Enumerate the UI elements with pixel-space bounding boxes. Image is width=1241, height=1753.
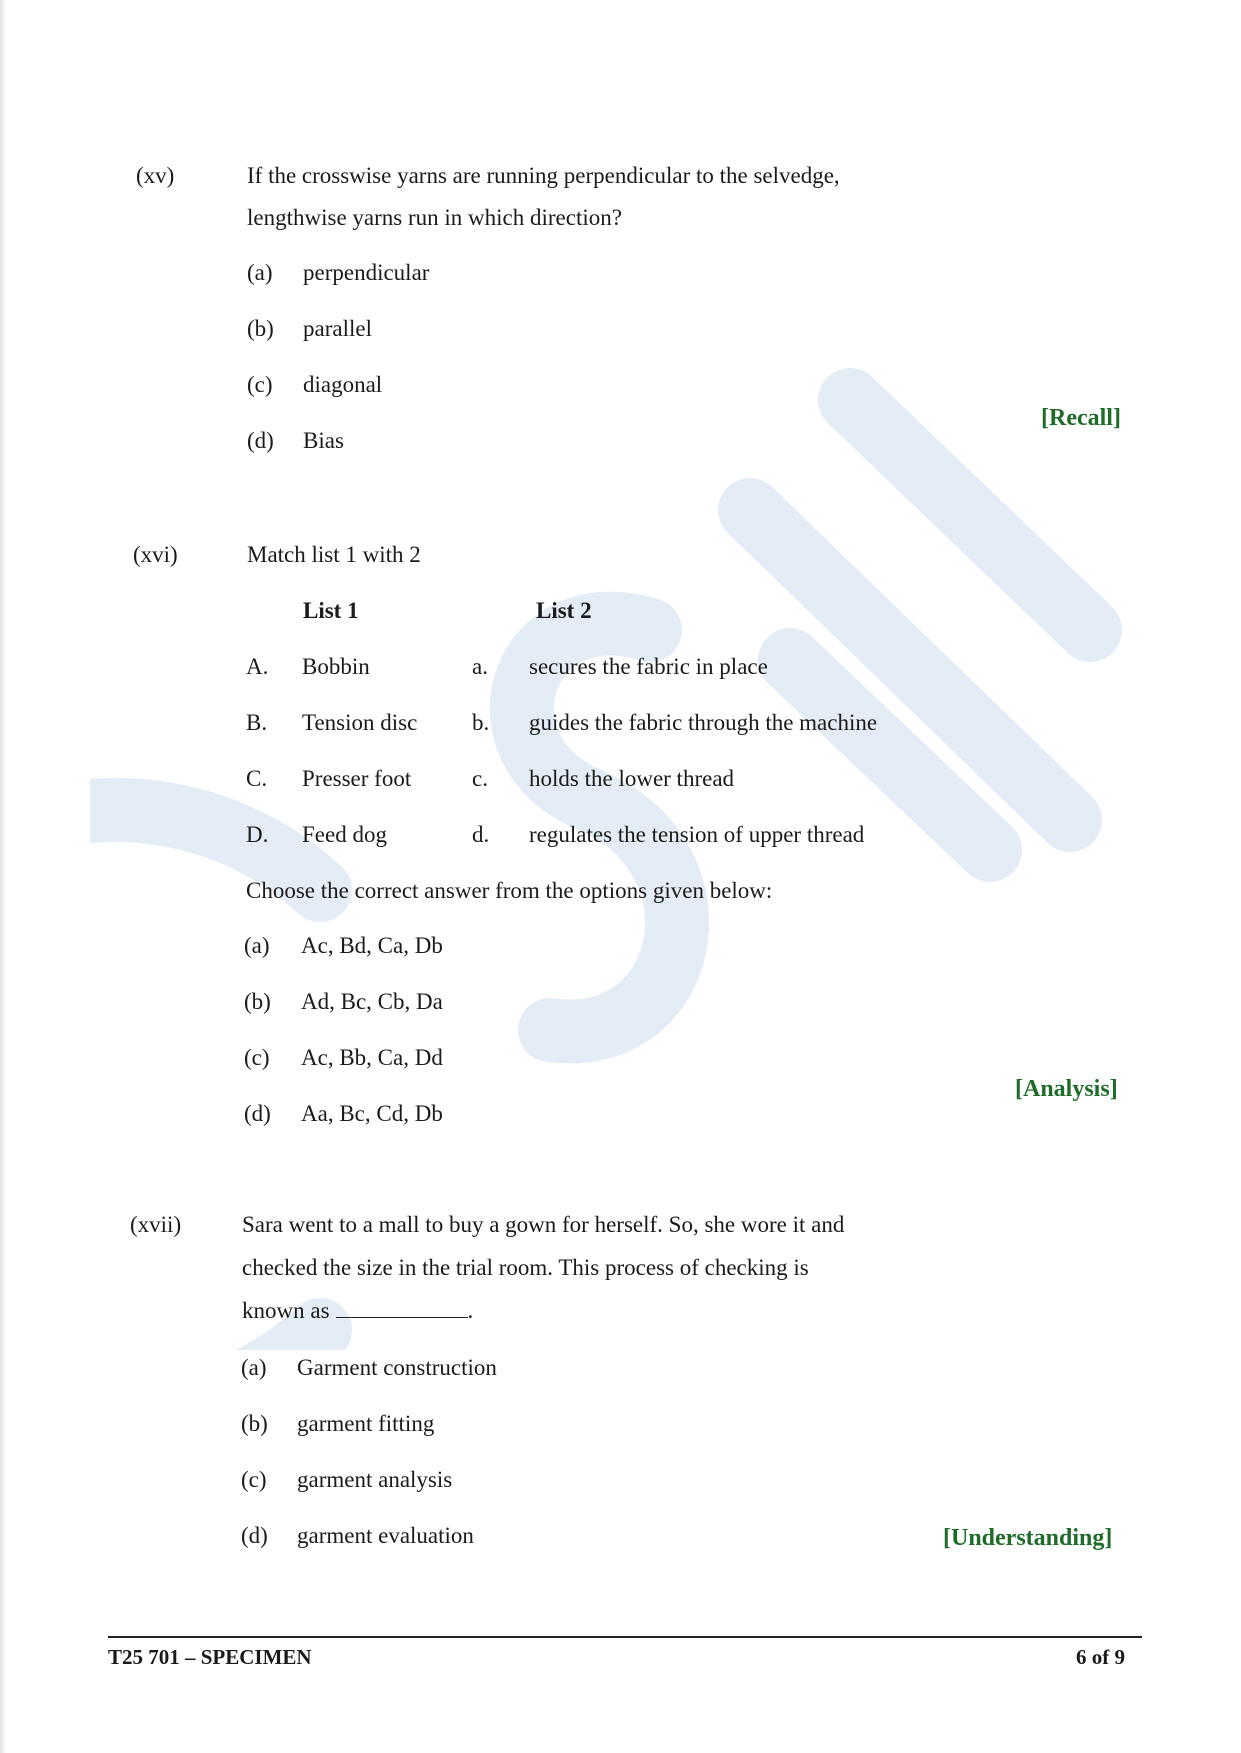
list2-item: regulates the tension of upper thread xyxy=(529,822,865,847)
list2-label: c. xyxy=(472,766,488,791)
option-label: (a) xyxy=(247,260,273,285)
option-label: (c) xyxy=(241,1467,267,1492)
question-text: Sara went to a mall to buy a gown for herself. So, she wore it and xyxy=(242,1212,845,1237)
option-label: (b) xyxy=(241,1411,268,1436)
option-label: (a) xyxy=(244,933,270,958)
option-text: Garment construction xyxy=(297,1355,497,1380)
option-text: Ac, Bd, Ca, Db xyxy=(301,933,443,958)
option-text: garment fitting xyxy=(297,1411,435,1436)
watermark-e xyxy=(750,400,1090,850)
question-text: . xyxy=(467,1298,474,1323)
list2-item: guides the fabric through the machine xyxy=(529,710,878,735)
list2-item: secures the fabric in place xyxy=(529,654,768,679)
option-label: (a) xyxy=(241,1355,267,1380)
question-text: lengthwise yarns run in which direction? xyxy=(247,205,622,230)
question-text: If the crosswise yarns are running perpendicular to the selvedge, xyxy=(247,163,840,188)
option-text: garment evaluation xyxy=(297,1523,474,1548)
list1-label: B. xyxy=(246,710,268,735)
cognitive-tag: [Recall] xyxy=(1041,405,1121,431)
list2-label: d. xyxy=(472,822,490,847)
instruction-text: Choose the correct answer from the options given below: xyxy=(246,878,773,903)
option-label: (c) xyxy=(247,372,273,397)
option-text: Ac, Bb, Ca, Dd xyxy=(301,1045,443,1070)
option-label: (b) xyxy=(247,316,274,341)
list1-item: Feed dog xyxy=(302,822,387,847)
option-label: (d) xyxy=(244,1101,271,1126)
option-text: diagonal xyxy=(303,372,383,397)
list2-label: a. xyxy=(472,654,488,679)
option-text: perpendicular xyxy=(303,260,430,285)
question-number: (xvii) xyxy=(130,1212,182,1237)
question-text: known as xyxy=(242,1298,330,1323)
question-number: (xvi) xyxy=(133,542,178,567)
cognitive-tag: [Understanding] xyxy=(943,1525,1113,1551)
question-text-line3 xyxy=(242,1297,473,1325)
list2-header: List 2 xyxy=(536,598,592,623)
list1-label: D. xyxy=(246,822,269,847)
option-label: (d) xyxy=(247,428,274,453)
question-text: Match list 1 with 2 xyxy=(247,542,421,567)
option-label: (b) xyxy=(244,989,271,1014)
option-text: parallel xyxy=(303,316,372,341)
list1-header: List 1 xyxy=(303,598,359,623)
list1-item: Presser foot xyxy=(302,766,412,791)
list2-item: holds the lower thread xyxy=(529,766,735,791)
option-text: garment analysis xyxy=(297,1467,453,1492)
list1-label: A. xyxy=(246,654,269,679)
footer-rule xyxy=(108,1636,1142,1638)
paper-code: T25 701 – SPECIMEN xyxy=(108,1645,312,1669)
list1-item: Tension disc xyxy=(302,710,418,735)
option-text: Bias xyxy=(303,428,344,453)
option-label: (d) xyxy=(241,1523,268,1548)
list1-item: Bobbin xyxy=(302,654,370,679)
scan-edge xyxy=(0,0,6,1753)
question-text: checked the size in the trial room. This process of checking is xyxy=(242,1255,809,1280)
option-label: (c) xyxy=(244,1045,270,1070)
option-text: Ad, Bc, Cb, Da xyxy=(301,989,443,1014)
list2-label: b. xyxy=(472,710,490,735)
answer-blank xyxy=(336,1297,468,1318)
page-number: 6 of 9 xyxy=(1076,1645,1125,1669)
list1-label: C. xyxy=(246,766,268,791)
cognitive-tag: [Analysis] xyxy=(1015,1076,1118,1102)
option-text: Aa, Bc, Cd, Db xyxy=(301,1101,443,1126)
question-number: (xv) xyxy=(136,163,175,188)
